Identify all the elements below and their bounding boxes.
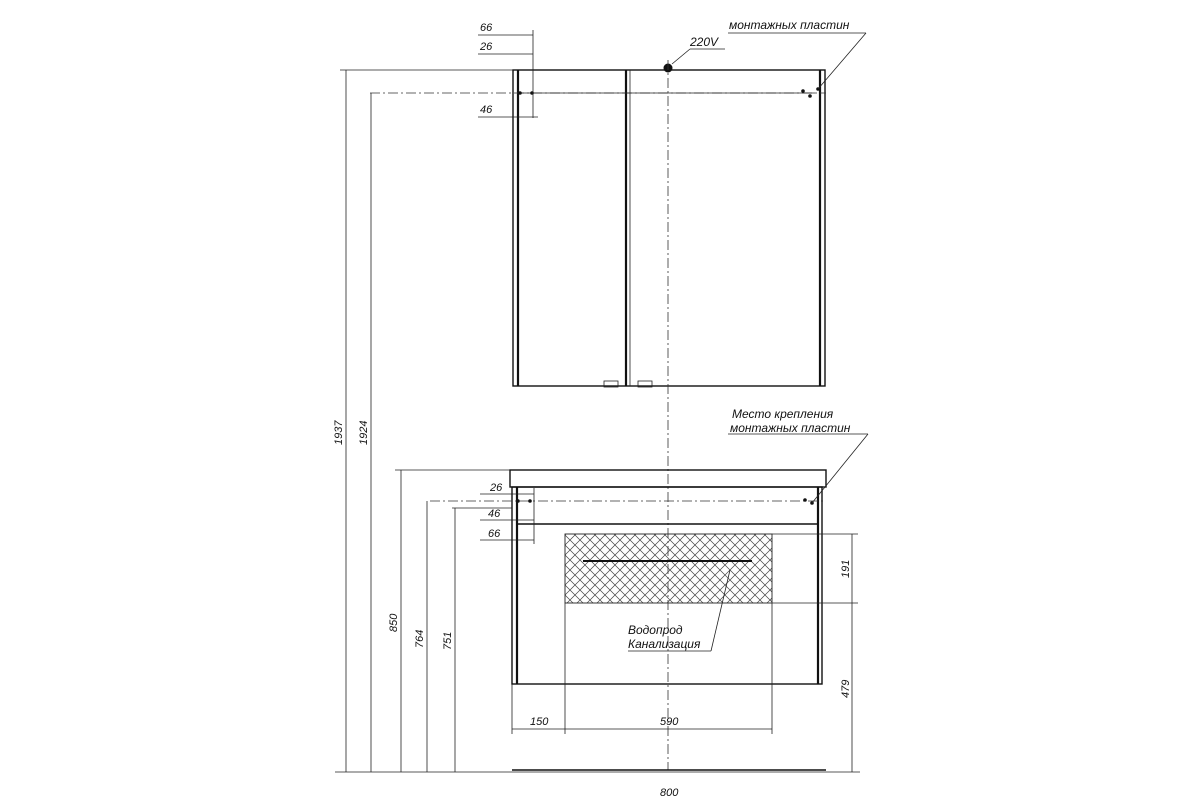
top-dim-26: 26 (480, 41, 493, 53)
width-dim-800: 800 (660, 787, 679, 799)
mount-place-leader (812, 434, 868, 503)
top-dim-66: 66 (480, 22, 493, 34)
power-label: 220V (690, 35, 719, 49)
mount-point-left-1 (518, 91, 522, 95)
right-dim-191: 191 (840, 559, 852, 578)
mount-point-right-2 (808, 94, 812, 98)
bottom-dim-590: 590 (660, 716, 679, 728)
low-dim-46: 46 (488, 508, 501, 520)
mount-place-label-line2: монтажных пластин (730, 421, 851, 435)
water-label-line1: Водопрод (628, 623, 683, 637)
vanity-mount-point-left-2 (528, 499, 532, 503)
low-dim-66: 66 (488, 528, 501, 540)
water-label-line2: Канализация (628, 637, 701, 651)
mirror-cabinet (370, 18, 866, 387)
dim-1924: 1924 (358, 420, 370, 445)
pipes-zone (565, 534, 772, 603)
right-dim-479: 479 (840, 679, 852, 698)
dim-1937: 1937 (333, 420, 345, 445)
low-dim-26: 26 (490, 482, 503, 494)
mount-plates-top-leader (818, 33, 866, 89)
right-dimensions (772, 534, 858, 772)
vanity-unit (430, 407, 868, 684)
mount-place-label-line1: Место крепления (732, 407, 834, 421)
top-dim-46: 46 (480, 104, 493, 116)
mount-plates-top-label: монтажных пластин (729, 18, 850, 32)
mount-point-right-1 (801, 89, 805, 93)
dim-751: 751 (442, 631, 454, 650)
vanity-mount-point-left-1 (516, 499, 520, 503)
power-leader (672, 49, 690, 64)
dim-764: 764 (414, 629, 426, 648)
bottom-dim-150: 150 (530, 716, 549, 728)
mirror-cabinet-outline (513, 70, 825, 386)
vanity-mount-point-right-1 (803, 498, 807, 502)
dim-850: 850 (388, 613, 400, 632)
